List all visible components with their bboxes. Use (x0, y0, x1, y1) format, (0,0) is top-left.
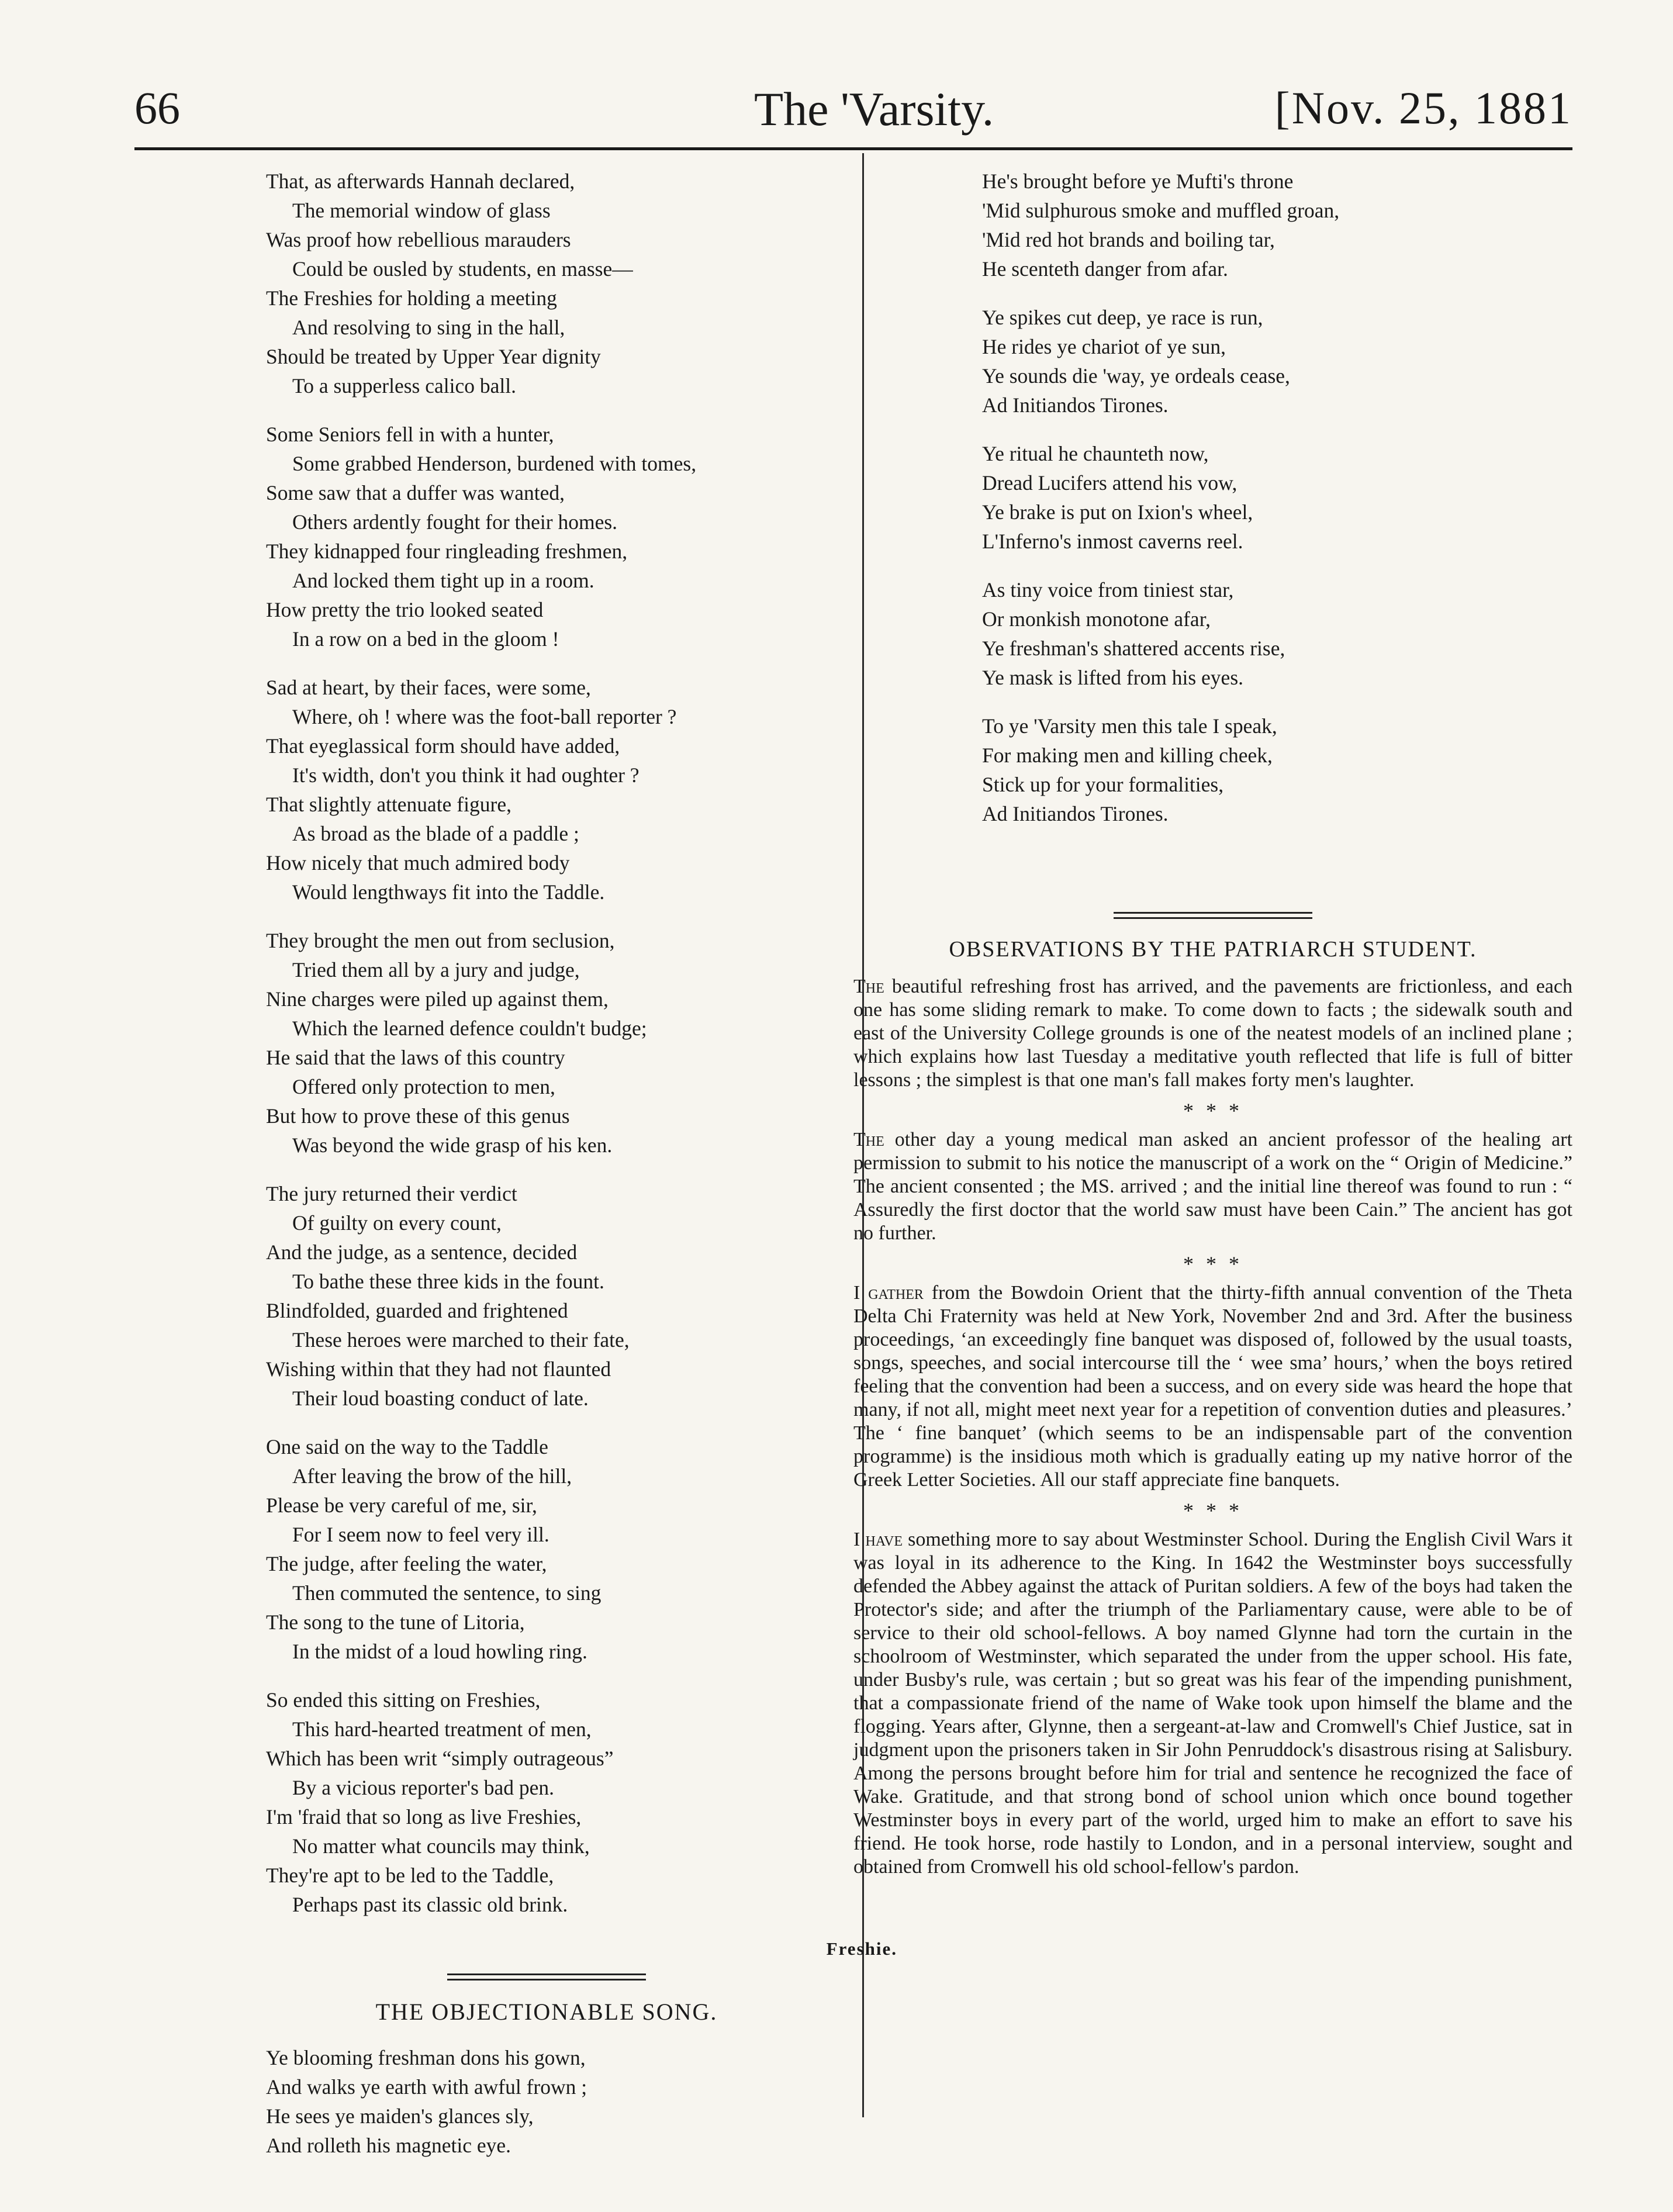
verse-line: They kidnapped four ringleading freshmen, (266, 540, 628, 563)
stanza (266, 1179, 827, 1413)
stanza (982, 711, 1491, 828)
observation-paragraph (853, 1128, 1572, 1245)
verse-line: Blindfolded, guarded and frightened (266, 1299, 568, 1322)
verse-line: Should be treated by Upper Year dignity (266, 345, 601, 368)
observations-body (853, 975, 1572, 1879)
stanza (982, 575, 1491, 692)
verse-line: The judge, after feeling the water, (266, 1552, 547, 1575)
verse-line: Others ardently fought for their homes. (292, 510, 618, 534)
verse-line: Dread Lucifers attend his vow, (982, 471, 1238, 495)
asterism: * * * (1183, 1252, 1243, 1276)
observation-paragraph (853, 1528, 1572, 1879)
verse-line: Ye blooming freshman dons his gown, (266, 2046, 586, 2069)
verse-line: They brought the men out from seclusion, (266, 929, 615, 952)
verse-line: How nicely that much admired body (266, 851, 570, 875)
stanza (266, 673, 827, 907)
masthead-title: The 'Varsity. (754, 82, 994, 136)
verse-line: In a row on a bed in the gloom ! (292, 627, 559, 651)
observations-title: OBSERVATIONS BY THE PATRIARCH STUDENT. (949, 937, 1477, 962)
verse-line: For making men and killing cheek, (982, 744, 1273, 767)
verse-line: Ye sounds die 'way, ye ordeals cease, (982, 364, 1290, 388)
stanza (982, 303, 1491, 420)
stanza (266, 1432, 827, 1666)
verse-line: These heroes were marched to their fate, (292, 1328, 630, 1352)
stanza (266, 1685, 827, 1919)
verse-line: Ad Initiandos Tirones. (982, 393, 1169, 417)
right-column (982, 167, 1491, 848)
verse-line: Offered only protection to men, (292, 1075, 555, 1098)
verse-line: So ended this sitting on Freshies, (266, 1688, 541, 1712)
verse-line: Ad Initiandos Tirones. (982, 802, 1169, 825)
song-continuation (982, 167, 1491, 828)
verse-line: The memorial window of glass (292, 199, 551, 222)
verse-line: Stick up for your formalities, (982, 773, 1224, 796)
verse-line: Was proof how rebellious marauders (266, 228, 571, 251)
verse-line: It's width, don't you think it had oughter ? (292, 763, 640, 787)
verse-line: Please be very careful of me, sir, (266, 1494, 537, 1517)
verse-line: Ye spikes cut deep, ye race is run, (982, 306, 1263, 329)
verse-line: To a supperless calico ball. (292, 374, 516, 398)
issue-date: [Nov. 25, 1881 (1274, 82, 1572, 133)
paragraph-text: something more to say about Westminster School. During the English Civil Wars it was loyal in its adherence to the King. In 1642 the Westminster boys successfully defended the Abbey against the attack of Puritan soldiers. A few of the boys had taken the Protector's side; and after the triumph of the Parliamentary cause, were able to be of service to their old school-fellows. A boy named Glynne had torn the curtain in the schoolroom of Westminster, which separated the under from the upper school. His fate, under Busby's rule, was certain ; but so great was his fear of the impending punishment, that a compassionate friend of the name of Wake took upon himself the blame and the flogging. Years after, Glynne, then a sergeant-at-law and Cromwell's Chief Justice, sat in judgment upon the prisoners taken in Sir John Penruddock's disastrous rising at Salisbury. Among the persons brought before him for trial and sentence he recognized the face of Wake. Gratitude, and that strong bond of school union which once bound together Westminster boys in every part of the world, urged him to make an effort to save his friend. He took horse, rode hastily to London, and in a personal interview, sought and obtained from Cromwell his old school-fellow's pardon. (853, 1529, 1572, 1878)
verse-line: As broad as the blade of a paddle ; (292, 822, 579, 845)
page-number: 66 (134, 82, 180, 133)
verse-line: Which has been writ “simply outrageous” (266, 1747, 614, 1770)
verse-line: He said that the laws of this country (266, 1046, 565, 1069)
song-title: THE OBJECTIONABLE SONG. (375, 1999, 718, 2025)
verse-line: Some Seniors fell in with a hunter, (266, 423, 554, 446)
freshie-poem (266, 167, 827, 1919)
verse-line: One said on the way to the Taddle (266, 1435, 548, 1458)
verse-line: In the midst of a loud howling ring. (292, 1640, 587, 1663)
section-divider (1114, 912, 1312, 919)
verse-line: By a vicious reporter's bad pen. (292, 1776, 555, 1799)
stanza (266, 167, 827, 400)
verse-line: Then commuted the sentence, to sing (292, 1581, 602, 1605)
verse-line: Ye freshman's shattered accents rise, (982, 637, 1285, 660)
lead-words: The (853, 1129, 884, 1150)
observation-paragraph (853, 975, 1572, 1092)
verse-line: That eyeglassical form should have added, (266, 734, 620, 758)
verse-line: The Freshies for holding a meeting (266, 286, 557, 310)
verse-line: Which the learned defence couldn't budge; (292, 1017, 647, 1040)
verse-line: 'Mid red hot brands and boiling tar, (982, 228, 1275, 251)
verse-line: Of guilty on every count, (292, 1211, 502, 1235)
verse-line: Where, oh ! where was the foot-ball reporter ? (292, 705, 677, 728)
verse-line: That slightly attenuate figure, (266, 793, 511, 816)
stanza (266, 420, 827, 654)
verse-line: He's brought before ye Mufti's throne (982, 170, 1294, 193)
verse-line: Could be ousled by students, en masse— (292, 257, 633, 281)
verse-line: But how to prove these of this genus (266, 1104, 570, 1128)
lead-words: I gather (853, 1282, 924, 1304)
verse-line: Nine charges were piled up against them, (266, 987, 609, 1011)
verse-line: No matter what councils may think, (292, 1834, 590, 1858)
paragraph-text: other day a young medical man asked an ancient professor of the healing art permission to submit to his notice the manuscript of a work on the “ Origin of Medicine.” The ancient consented ; the MS. arrived ; and the initial line thereof was found to run : “ Assuredly the first doctor that the world saw must have been Cain.” The ancient has got no further. (853, 1129, 1572, 1244)
lead-words: The (853, 976, 884, 997)
verse-line: That, as afterwards Hannah declared, (266, 170, 575, 193)
poem-signature: Freshie. (826, 1938, 897, 1959)
verse-line: 'Mid sulphurous smoke and muffled groan, (982, 199, 1340, 222)
verse-line: After leaving the brow of the hill, (292, 1464, 572, 1488)
verse-line: Their loud boasting conduct of late. (292, 1387, 589, 1410)
stanza (982, 439, 1491, 556)
verse-line: And rolleth his magnetic eye. (266, 2134, 511, 2157)
verse-line: How pretty the trio looked seated (266, 598, 544, 621)
verse-line: I'm 'fraid that so long as live Freshies, (266, 1805, 582, 1829)
asterism: * * * (1183, 1099, 1243, 1122)
verse-line: Sad at heart, by their faces, were some, (266, 676, 591, 699)
verse-line: And the judge, as a sentence, decided (266, 1240, 578, 1264)
verse-line: Perhaps past its classic old brink. (292, 1893, 568, 1916)
verse-line: The song to the tune of Litoria, (266, 1610, 525, 1634)
lead-words: I have (853, 1529, 903, 1550)
verse-line: This hard-hearted treatment of men, (292, 1717, 592, 1741)
verse-line: He rides ye chariot of ye sun, (982, 335, 1226, 358)
verse-line: To bathe these three kids in the fount. (292, 1270, 604, 1293)
song-stanza (266, 2043, 827, 2160)
verse-line: And resolving to sing in the hall, (292, 316, 565, 339)
verse-line: Was beyond the wide grasp of his ken. (292, 1133, 613, 1157)
observations-section (853, 912, 1572, 1885)
stanza (266, 926, 827, 1160)
header-rule (134, 147, 1572, 150)
verse-line: Would lengthways fit into the Taddle. (292, 880, 605, 904)
asterism: * * * (1183, 1499, 1243, 1522)
verse-line: And locked them tight up in a room. (292, 569, 594, 592)
verse-line: Wishing within that they had not flaunted (266, 1357, 611, 1381)
page-header (134, 82, 1572, 146)
verse-line: Ye mask is lifted from his eyes. (982, 666, 1244, 689)
section-divider (447, 1973, 646, 1981)
verse-line: Some grabbed Henderson, burdened with tomes, (292, 452, 697, 475)
verse-line: For I seem now to feel very ill. (292, 1523, 549, 1546)
verse-line: Ye brake is put on Ixion's wheel, (982, 500, 1253, 524)
stanza (982, 167, 1491, 284)
verse-line: As tiny voice from tiniest star, (982, 578, 1234, 602)
verse-line: The jury returned their verdict (266, 1182, 517, 1205)
verse-line: Or monkish monotone afar, (982, 607, 1211, 631)
paragraph-text: from the Bowdoin Orient that the thirty-fifth annual convention of the Theta Delta Chi Fraternity was held at New York, November 2nd and 3rd. After the business proceedings, ‘an exceedingly fine banquet was disposed of, followed by the usual toasts, songs, speeches, and social intercourse till the ‘ wee sma’ hours,’ when the boys retired feeling that the convention had been a success, and on every side was heard the hope that many, if not all, might meet next year for a repetition of convention duties and pleasures.’ The ‘ fine banquet’ (which seems to be an indispensable part of the convention programme) is the insidious moth which is gradually eating up my native horror of the Greek Letter Societies. All our staff appreciate fine banquets. (853, 1282, 1572, 1491)
verse-line: L'Inferno's inmost caverns reel. (982, 530, 1243, 553)
verse-line: Ye ritual he chaunteth now, (982, 442, 1209, 465)
verse-line: He scenteth danger from afar. (982, 257, 1228, 281)
verse-line: To ye 'Varsity men this tale I speak, (982, 714, 1277, 738)
verse-line: Some saw that a duffer was wanted, (266, 481, 565, 504)
verse-line: Tried them all by a jury and judge, (292, 958, 580, 981)
paragraph-text: beautiful refreshing frost has arrived, and the pavements are frictionless, and each one has some sliding remark to make. To come down to facts ; the sidewalk south and east of the University College grounds is one of the neatest models of an inclined plane ; which explains how last Tuesday a meditative youth reflected that life is full of bitter lessons ; the simplest is that one man's fall makes forty men's laughter. (853, 976, 1572, 1091)
verse-line: And walks ye earth with awful frown ; (266, 2075, 587, 2099)
verse-line: They're apt to be led to the Taddle, (266, 1864, 554, 1887)
verse-line: He sees ye maiden's glances sly, (266, 2104, 534, 2128)
observation-paragraph (853, 1281, 1572, 1492)
